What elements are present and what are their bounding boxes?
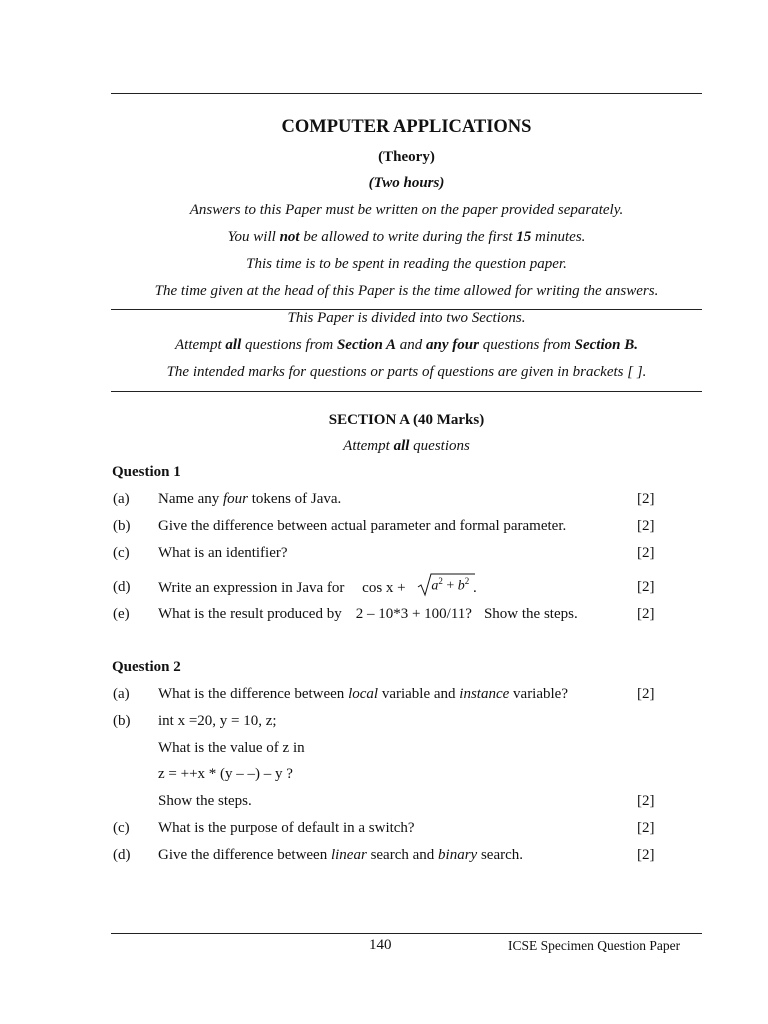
q1-d-marks: [2] [637,579,655,595]
q1-a-label: (a) [113,491,130,507]
q2-c-text: What is the purpose of default in a switch? [158,820,415,836]
top-rule [111,93,702,94]
q1-b-label: (b) [113,518,131,534]
q2-b-line-2: What is the value of z in [158,740,305,756]
page-number: 140 [369,937,392,953]
section-a-heading: SECTION A (40 Marks) [328,412,485,428]
q1-c-text: What is an identifier? [158,545,288,561]
square-root-expression: $a^2 + b^2$ [417,576,469,595]
instruction-line-5: This Paper is divided into two Sections. [287,310,526,326]
q2-c-marks: [2] [637,820,655,836]
section-a-subheading: Attempt all questions [343,438,470,454]
q2-a-text: What is the difference between local variable and instance variable? [158,686,568,702]
q1-a-text: Name any four tokens of Java. [158,491,342,507]
q2-b-label: (b) [113,713,131,729]
q2-c-label: (c) [113,820,130,836]
section-divider [111,391,702,392]
q1-e-marks: [2] [637,606,655,622]
instruction-line-2: You will not be allowed to write during the first 15 minutes. [227,229,586,245]
question-1-heading: Question 1 [112,464,181,480]
q1-d-text: Write an expression in Java for cos x + $a^2 + b^2$ . [158,579,477,598]
q2-d-marks: [2] [637,847,655,863]
q1-b-marks: [2] [637,518,655,534]
q1-d-label: (d) [113,579,131,595]
paper-subtitle-theory: (Theory) [378,149,435,165]
q1-c-label: (c) [113,545,130,561]
q2-b-line-1: int x =20, y = 10, z; [158,713,277,729]
q2-b-line-3: z = ++x * (y – –) – y ? [158,766,293,782]
q1-b-text: Give the difference between actual parameter and formal parameter. [158,518,567,534]
footer-rule [111,933,702,934]
paper-duration: (Two hours) [368,175,445,191]
instruction-line-7: The intended marks for questions or parts of questions are given in brackets [ ]. [166,364,647,380]
instruction-line-1: Answers to this Paper must be written on the paper provided separately. [189,202,624,218]
q2-d-text: Give the difference between linear search and binary search. [158,847,524,863]
question-2-heading: Question 2 [112,659,181,675]
square-root-sign [417,573,475,597]
paper-title: COMPUTER APPLICATIONS [281,117,532,137]
q1-e-label: (e) [113,606,130,622]
q2-d-label: (d) [113,847,131,863]
q1-e-text: What is the result produced by 2 – 10*3 + 100/11? Show the steps. [158,606,578,622]
q1-c-marks: [2] [637,545,655,561]
q1-d-expression: cos x + [362,579,406,596]
footer-title: ICSE Specimen Question Paper [508,938,681,953]
instruction-line-4: The time given at the head of this Paper is the time allowed for writing the answers. [154,283,659,299]
instruction-line-3: This time is to be spent in reading the question paper. [246,256,567,272]
q2-a-label: (a) [113,686,130,702]
q1-a-marks: [2] [637,491,655,507]
q2-a-marks: [2] [637,686,655,702]
instruction-line-6: Attempt all questions from Section A and any four questions from Section B. [175,337,638,353]
q2-b-marks: [2] [637,793,655,809]
q2-b-line-4: Show the steps. [158,793,252,809]
